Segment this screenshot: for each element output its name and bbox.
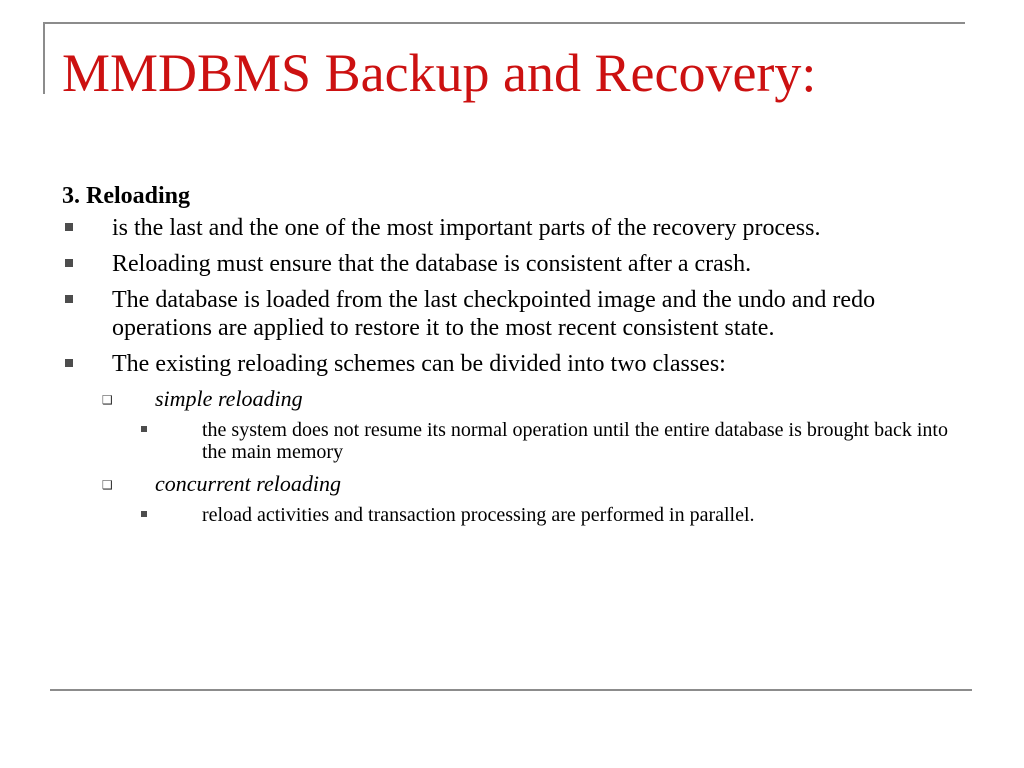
bullet-text: Reloading must ensure that the database is consistent after a crash. xyxy=(112,251,752,277)
sub-bullet-item xyxy=(62,386,962,412)
detail-bullet-text: the system does not resume its normal operation until the entire database is brought back into the main memory xyxy=(202,419,948,463)
footer-rule xyxy=(50,689,972,691)
bullet-text: The database is loaded from the last checkpointed image and the undo and redo operations are applied to restore it to the most recent consistent state. xyxy=(112,287,876,341)
hollow-square-bullet-icon: ❑ xyxy=(102,393,113,407)
slide-title: MMDBMS Backup and Recovery: xyxy=(62,43,817,103)
detail-bullet-item xyxy=(62,504,962,526)
detail-bullet-item xyxy=(62,419,962,463)
section-heading: 3. Reloading xyxy=(62,183,191,209)
sub-bullet-text: concurrent reloading xyxy=(155,471,341,496)
bullet-item xyxy=(62,250,962,278)
square-bullet-icon xyxy=(65,359,73,367)
square-bullet-icon xyxy=(65,223,73,231)
title-frame-left-rule xyxy=(43,22,45,94)
bullet-text: The existing reloading schemes can be divided into two classes: xyxy=(112,351,726,377)
detail-bullet-text: reload activities and transaction processing are performed in parallel. xyxy=(202,504,755,526)
slide-body xyxy=(62,180,962,534)
bullet-item xyxy=(62,350,962,378)
bullet-item xyxy=(62,214,962,242)
square-bullet-icon xyxy=(65,259,73,267)
small-square-bullet-icon xyxy=(141,511,147,517)
bullet-item xyxy=(62,286,962,342)
square-bullet-icon xyxy=(65,295,73,303)
hollow-square-bullet-icon: ❑ xyxy=(102,478,113,492)
sub-bullet-text: simple reloading xyxy=(155,386,303,411)
title-frame-top-rule xyxy=(43,22,965,24)
small-square-bullet-icon xyxy=(141,426,147,432)
sub-bullet-item xyxy=(62,471,962,497)
bullet-text: is the last and the one of the most important parts of the recovery process. xyxy=(112,215,821,241)
